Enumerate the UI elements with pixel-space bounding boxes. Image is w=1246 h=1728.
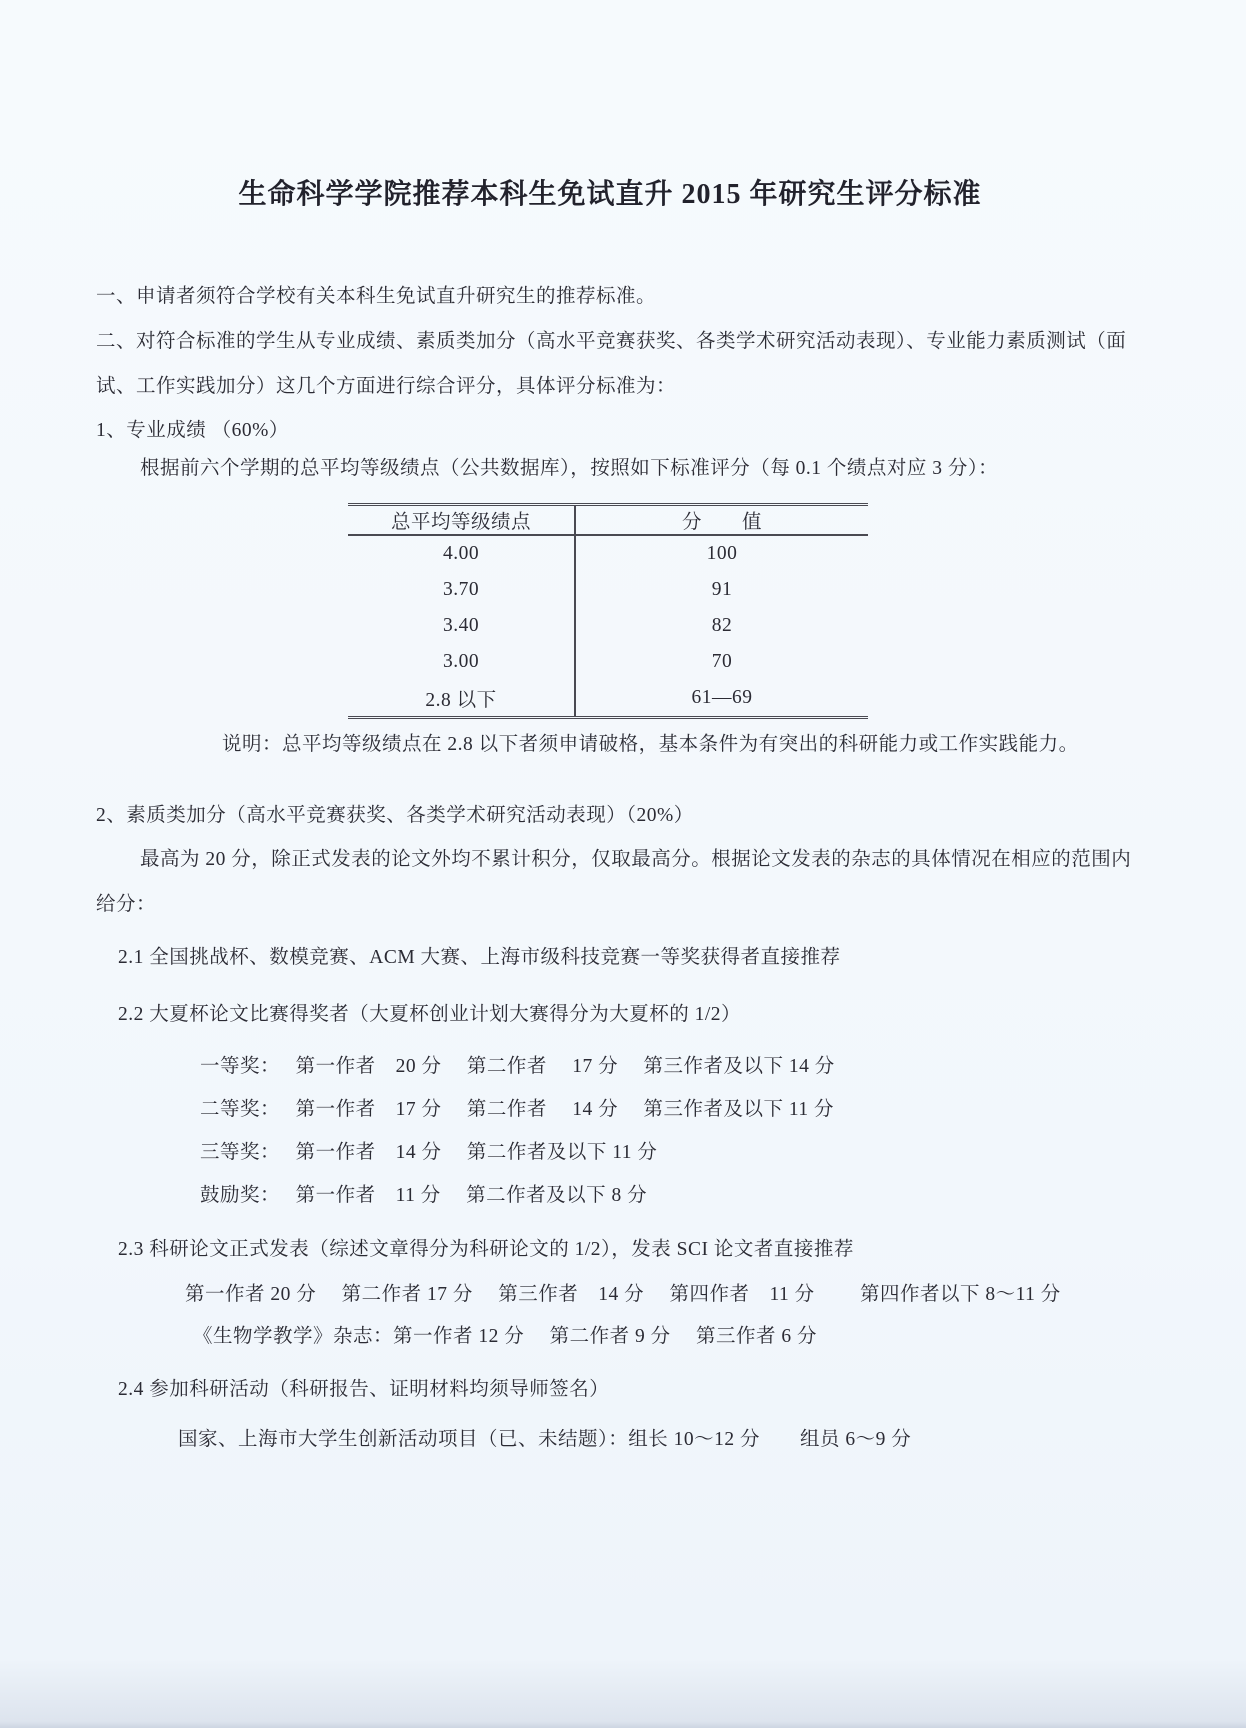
gpa-value-cell: 3.40	[348, 608, 576, 644]
gpa-table-body	[348, 536, 868, 716]
gpa-table-row	[348, 536, 868, 572]
gpa-table-header-row	[348, 506, 868, 536]
score-value-cell: 100	[706, 543, 738, 564]
gpa-table-row	[348, 572, 868, 608]
rule-item-1: 一、申请者须符合学校有关本科生免试直升研究生的推荐标准。	[96, 286, 657, 307]
item-2-2-encouragement-prize: 鼓励奖： 第一作者 11 分 第二作者及以下 8 分	[200, 1185, 648, 1206]
score-value-cell: 91	[711, 579, 733, 600]
score-value-cell: 82	[711, 615, 733, 636]
gpa-table-row	[348, 608, 868, 644]
score-value-cell: 70	[711, 651, 733, 672]
table-note: 说明：总平均等级绩点在 2.8 以下者须申请破格，基本条件为有突出的科研能力或工作实践能力。	[222, 734, 1079, 755]
page-title: 生命科学学院推荐本科生免试直升 2015 年研究生评分标准	[238, 179, 982, 210]
rule-item-2-line2: 试、工作实践加分）这几个方面进行综合评分，具体评分标准为：	[96, 376, 677, 397]
gpa-value-cell: 4.00	[348, 536, 576, 572]
item-2-1: 2.1 全国挑战杯、数模竞赛、ACM 大赛、上海市级科技竞赛一等奖获得者直接推荐	[118, 947, 841, 968]
item-2-2: 2.2 大夏杯论文比赛得奖者（大夏杯创业计划大赛得分为大夏杯的 1/2）	[118, 1004, 742, 1025]
gpa-value-cell: 2.8 以下	[348, 680, 576, 716]
item-2-4: 2.4 参加科研活动（科研报告、证明材料均须导师签名）	[118, 1379, 610, 1400]
gpa-score-table	[348, 503, 868, 719]
item-2-4-project-scores: 国家、上海市大学生创新活动项目（已、未结题）：组长 10～12 分 组员 6～9 分	[178, 1429, 912, 1450]
gpa-value-cell: 3.00	[348, 644, 576, 680]
section1-intro: 根据前六个学期的总平均等级绩点（公共数据库），按照如下标准评分（每 0.1 个绩点对应 3 分）：	[140, 458, 999, 479]
gpa-table-header-gpa: 总平均等级绩点	[348, 506, 576, 534]
item-2-3: 2.3 科研论文正式发表（综述文章得分为科研论文的 1/2），发表 SCI 论文者直接推荐	[118, 1239, 854, 1260]
section2-intro-line2: 给分：	[96, 894, 157, 915]
item-2-2-second-prize: 二等奖： 第一作者 17 分 第二作者 14 分 第三作者及以下 11 分	[200, 1099, 835, 1120]
gpa-table-header-score: 分 值	[681, 512, 762, 533]
gpa-table-row	[348, 680, 868, 716]
section2-heading: 2、素质类加分（高水平竞赛获奖、各类学术研究活动表现）（20%）	[96, 805, 694, 826]
score-value-cell: 61—69	[691, 687, 753, 708]
item-2-2-third-prize: 三等奖： 第一作者 14 分 第二作者及以下 11 分	[200, 1142, 658, 1163]
section1-heading: 1、专业成绩 （60%）	[96, 420, 289, 441]
section2-intro-line1: 最高为 20 分，除正式发表的论文外均不累计积分，仅取最高分。根据论文发表的杂志的具体情况在相应的范围内	[140, 849, 1132, 870]
item-2-3-author-scores: 第一作者 20 分 第二作者 17 分 第三作者 14 分 第四作者 11 分 第四作者以下 8～11 分	[185, 1284, 1061, 1305]
item-2-3-journal-scores: 《生物学教学》杂志：第一作者 12 分 第二作者 9 分 第三作者 6 分	[193, 1326, 818, 1347]
item-2-2-first-prize: 一等奖： 第一作者 20 分 第二作者 17 分 第三作者及以下 14 分	[200, 1056, 835, 1077]
rule-item-2-line1: 二、对符合标准的学生从专业成绩、素质类加分（高水平竞赛获奖、各类学术研究活动表现）、专业能力素质测试（面	[96, 331, 1127, 352]
gpa-table-row	[348, 644, 868, 680]
gpa-value-cell: 3.70	[348, 572, 576, 608]
